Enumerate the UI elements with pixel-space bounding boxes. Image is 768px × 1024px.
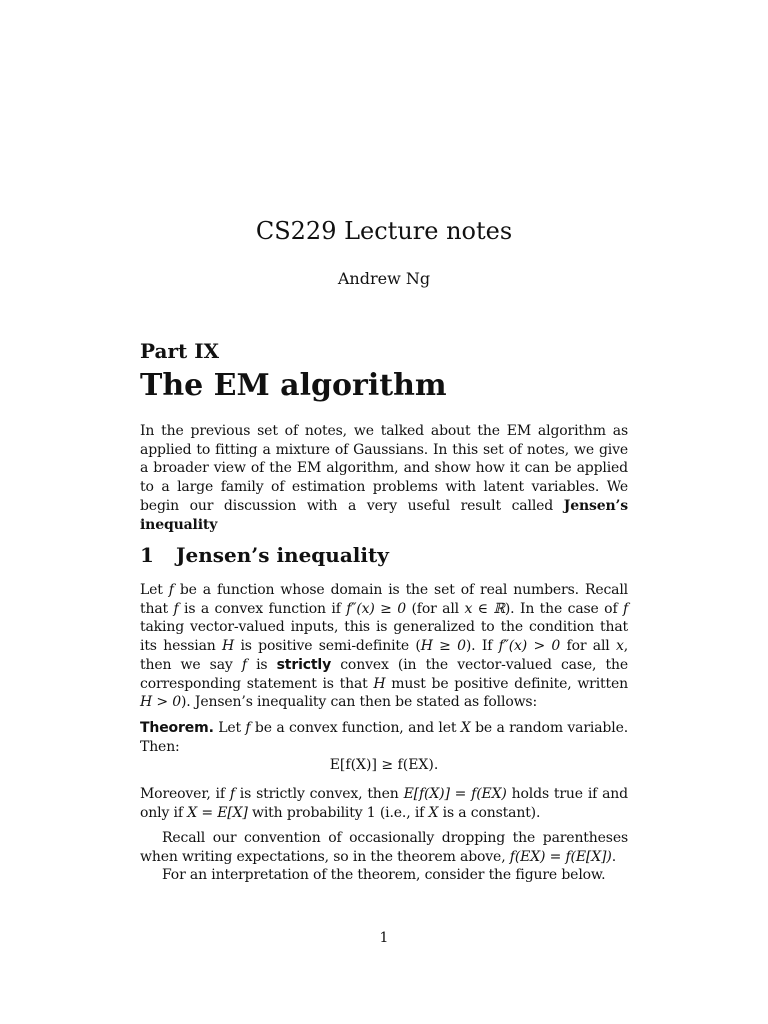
math-f: f bbox=[245, 720, 251, 736]
text-run: is a constant). bbox=[438, 804, 541, 821]
math-equality-condition: E[f(X)] = f(EX) bbox=[403, 786, 507, 802]
text-run: be a random variable. Then: bbox=[140, 720, 629, 755]
section-number: 1 bbox=[140, 543, 154, 567]
jensen-equation: E[f(X)] ≥ f(EX). bbox=[329, 757, 439, 773]
math-x-equals-expectation: X = E[X] bbox=[187, 804, 248, 821]
math-f: f bbox=[622, 600, 628, 617]
text-run: Let bbox=[213, 720, 246, 736]
math-f: f bbox=[229, 786, 235, 802]
math-X: X bbox=[428, 804, 439, 821]
text-run: is positive semi-definite ( bbox=[234, 638, 421, 655]
theorem-statement bbox=[140, 719, 628, 756]
text-run: be a convex function, and let bbox=[250, 720, 461, 736]
math-notation-equivalence: f(EX) = f(E[X]) bbox=[509, 848, 612, 865]
math-f: f bbox=[173, 600, 179, 617]
bold-strictly: strictly bbox=[276, 656, 332, 673]
intro-text: In the previous set of notes, we talked about the EM algorithm as applied to fitting a mixture of Gaussians. In this set of notes, we give a broader view of the EM algorithm, and show how it can be applied to a large family of estimation problems with latent variables. We begin our discussion with a very useful result called bbox=[140, 423, 628, 514]
text-run: ). Jensen’s inequality can then be stated as follows: bbox=[181, 694, 538, 711]
section-title: Jensen’s inequality bbox=[176, 543, 389, 567]
math-X: X bbox=[460, 720, 471, 736]
equality-paragraph bbox=[140, 785, 628, 822]
text-run: Let bbox=[140, 582, 169, 598]
text-run: Moreover, if bbox=[140, 786, 230, 802]
math-f: f bbox=[168, 582, 174, 598]
math-strict-condition: f″(x) > 0 bbox=[498, 638, 561, 655]
document-author: Andrew Ng bbox=[337, 269, 431, 288]
figure-reference-paragraph: For an interpretation of the theorem, consider the figure below. bbox=[162, 867, 606, 883]
text-run: holds true if and only if bbox=[140, 786, 628, 821]
intro-paragraph bbox=[140, 422, 628, 534]
math-convexity-condition: f″(x) ≥ 0 bbox=[346, 600, 406, 617]
text-run: be a function whose domain is the set of real numbers. Recall that bbox=[140, 582, 629, 617]
page-number: 1 bbox=[379, 930, 389, 946]
text-run: . bbox=[611, 848, 616, 865]
text-run: taking vector-valued inputs, this is generalized to the condition that its hessian bbox=[140, 619, 628, 655]
text-run: for all bbox=[560, 638, 616, 655]
convention-paragraph bbox=[140, 829, 628, 866]
math-psd-condition: H ≥ 0 bbox=[420, 638, 466, 655]
part-title: The EM algorithm bbox=[140, 368, 447, 403]
theorem-label: Theorem. bbox=[140, 720, 214, 736]
intro-bold-term: Jensen’s inequality bbox=[140, 497, 628, 533]
math-h: H bbox=[222, 638, 235, 655]
text-run: is bbox=[246, 656, 277, 673]
math-f: f bbox=[241, 656, 247, 673]
text-run: must be positive definite, written bbox=[385, 675, 629, 692]
section-heading bbox=[140, 541, 389, 569]
math-x-in-reals: x ∈ ℝ bbox=[464, 600, 505, 617]
text-run: is strictly convex, then bbox=[234, 786, 404, 802]
math-x: x bbox=[615, 638, 624, 655]
part-label: Part IX bbox=[140, 339, 220, 363]
math-h: H bbox=[373, 675, 386, 692]
text-run: ). In the case of bbox=[504, 600, 623, 617]
text-run: with probability 1 (i.e., if bbox=[247, 804, 429, 821]
text-run: Recall our convention of occasionally dropping the parentheses when writing expectations, so in the theorem above, bbox=[140, 830, 628, 865]
text-run: ). If bbox=[465, 638, 499, 655]
definition-paragraph bbox=[140, 581, 628, 712]
text-run: (for all bbox=[406, 600, 465, 617]
math-pd-condition: H > 0 bbox=[140, 694, 181, 711]
text-run: convex (in the vector-valued case, the corresponding statement is that bbox=[140, 656, 628, 692]
text-run: is a convex function if bbox=[178, 600, 347, 617]
document-title: CS229 Lecture notes bbox=[255, 217, 513, 245]
text-run: , then we say bbox=[140, 638, 629, 673]
